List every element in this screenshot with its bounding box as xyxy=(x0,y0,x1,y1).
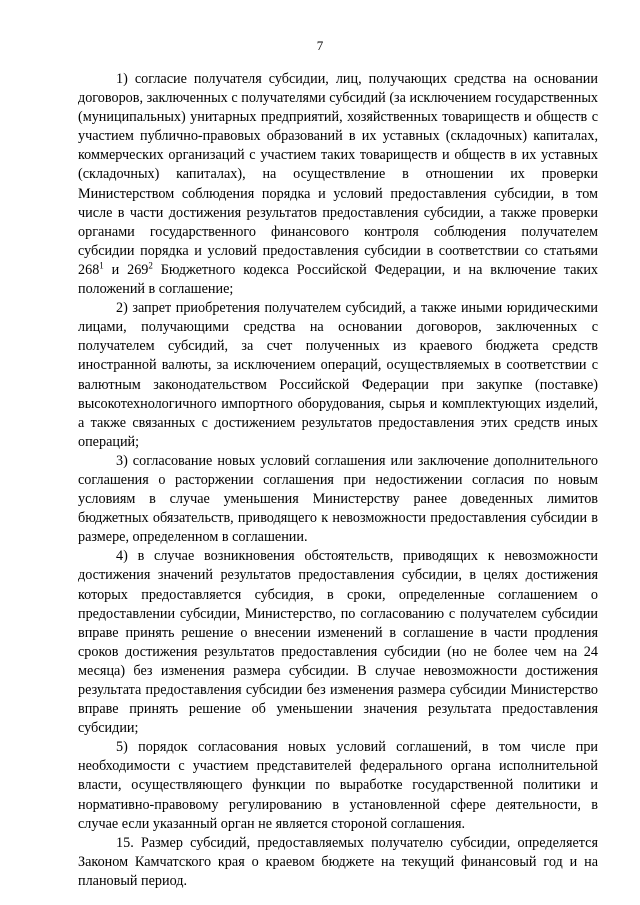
paragraph-item-3: 3) согласование новых условий соглашения или заключение дополнительного соглашения о расторжении соглашения при недостижении согласия по новым условиям в случае уменьшения Министерству ранее доведенных лимитов бюджетных обязательств, приводящего к невозможности предоставления субсидии в размере, определенном в соглашении. xyxy=(78,452,598,546)
paragraph-item-5: 5) порядок согласования новых условий соглашений, в том числе при необходимости с участием представителей федерального органа исполнительной власти, осуществляющего функции по выработке государственной политики и нормативно-правовому регулированию в установленной сфере деятельности, в случае если указанный орган не является стороной соглашения. xyxy=(78,739,598,832)
footnote-superscript: 1 xyxy=(99,260,104,271)
document-body xyxy=(78,70,598,891)
paragraph-item-1-link: и 269 xyxy=(103,261,149,278)
footnote-superscript: 2 xyxy=(148,260,153,271)
page-number: 7 xyxy=(316,38,324,53)
paragraph-item-4: 4) в случае возникновения обстоятельств, приводящих к невозможности достижения значений результатов предоставления субсидии, в целях достижения которых предоставляется субсидия, в сроки, определенные соглашением о предоставлении субсидии, Министерство, по согласованию с получателем субсидии вправе принять решение о внесении изменений в соглашение в части продления сроков достижения результатов предоставления субсидии (но не более чем на 24 месяца) без изменения размера субсидии. В случае невозможности достижения результата предоставления субсидии без изменения размера субсидии Министерство вправе принять решение об уменьшении значения результата предоставления субсидии; xyxy=(78,548,598,737)
paragraph-item-1 xyxy=(78,70,598,299)
paragraph-clause-15: 15. Размер субсидий, предоставляемых получателю субсидии, определяется Законом Камчатского края о краевом бюджете на текущий финансовый год и на плановый период. xyxy=(78,834,598,889)
paragraph-item-1-text: 1) согласие получателя субсидии, лиц, получающих средства на основании договоров, заключенных с получателями субсидий (за исключением государственных (муниципальных) унитарных предприятий, хозяйственных товариществ и обществ с участием публично-правовых образований в их уставных (складочных) капиталах, коммерческих организаций с участием таких товариществ и обществ в их уставных (складочных) капиталах), на осуществление в отношении их проверки Министерством соблюдения порядка и условий предоставления субсидии, в том числе в части достижения результатов предоставления субсидии, а также проверки органами государственного финансового контроля соблюдения получателем субсидии порядка и условий предоставления субсидии в соответствии со статьями 268 xyxy=(78,71,598,278)
paragraph-item-1-end: Бюджетного кодекса Российской Федерации, и на включение таких положений в соглашение; xyxy=(78,261,599,298)
paragraph-item-2: 2) запрет приобретения получателем субсидий, а также иными юридическими лицами, получающими средства на основании договоров, заключенных с получателем субсидий, за счет полученных из краевого бюджета средств иностранной валюты, за исключением операций, осуществляемых в соответствии с валютным законодательством Российской Федерации при закупке (поставке) высокотехнологичного импортного оборудования, сырья и комплектующих изделий, а также связанных с достижением результатов предоставления этих средств иных операций; xyxy=(78,300,598,450)
